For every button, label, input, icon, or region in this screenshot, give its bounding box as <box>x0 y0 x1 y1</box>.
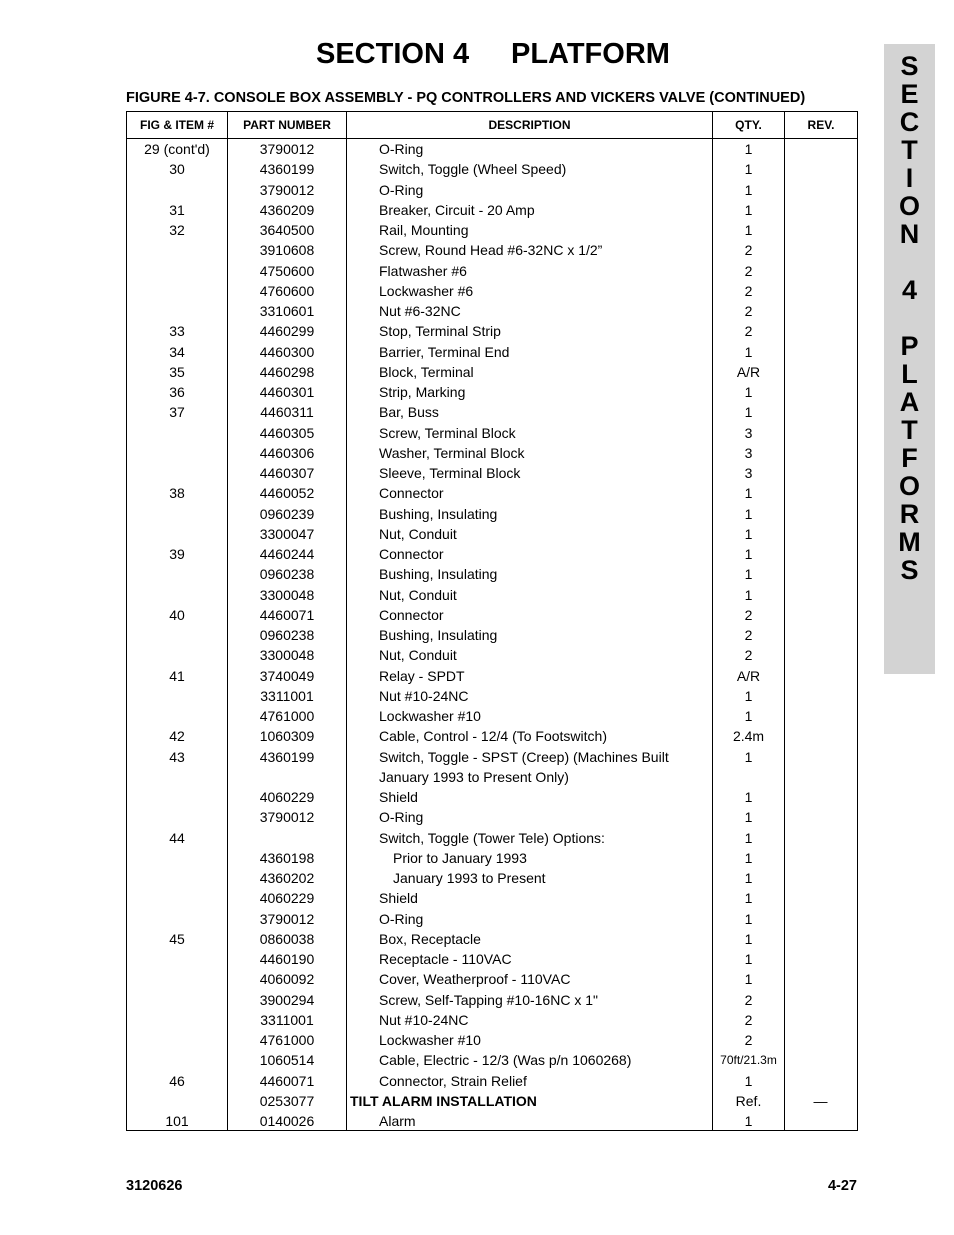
table-row <box>127 726 857 746</box>
table-row <box>127 524 857 544</box>
item-cell: 31 <box>169 201 185 218</box>
qty-cell: 2.4m <box>732 728 765 745</box>
qty-cell: 1 <box>744 343 753 360</box>
description-cell: Breaker, Circuit - 20 Amp <box>379 201 535 218</box>
description-cell: Sleeve, Terminal Block <box>379 465 521 481</box>
qty-cell: 1 <box>744 930 753 947</box>
qty-cell: 3 <box>744 424 753 441</box>
description-cell: January 1993 to Present Only) <box>379 768 569 785</box>
qty-cell: 1 <box>744 910 753 927</box>
table-row <box>127 990 857 1010</box>
item-cell: 45 <box>169 930 185 947</box>
item-cell: 44 <box>169 829 185 846</box>
item-cell: 39 <box>169 546 185 562</box>
figure-title: FIGURE 4-7. CONSOLE BOX ASSEMBLY - PQ CONTROLLERS AND VICKERS VALVE (CONTINUED) <box>126 90 806 106</box>
table-row <box>127 767 857 787</box>
part-number-cell: 3910608 <box>259 242 315 259</box>
table-row <box>127 828 857 848</box>
page-number: 4-27 <box>827 1178 857 1194</box>
description-cell: Bushing, Insulating <box>379 566 498 583</box>
table-row <box>127 1091 857 1111</box>
description-cell: O-Ring <box>379 181 424 198</box>
qty-cell: 1 <box>744 566 753 583</box>
qty-cell: 2 <box>744 242 753 259</box>
table-row <box>127 1010 857 1030</box>
parts-table <box>126 111 858 1131</box>
description-cell: Connector <box>379 546 444 562</box>
description-cell: Alarm <box>379 1113 416 1129</box>
description-cell: Bushing, Insulating <box>379 627 498 643</box>
qty-cell: 3 <box>744 444 753 461</box>
rev-cell: — <box>813 1092 828 1109</box>
description-cell: Switch, Toggle - SPST (Creep) (Machines Built <box>379 748 669 765</box>
item-cell: 101 <box>165 1113 189 1129</box>
qty-cell: 2 <box>744 323 753 340</box>
description-cell: Strip, Marking <box>379 384 466 400</box>
part-number-cell: 4761000 <box>259 708 315 724</box>
table-row <box>127 321 857 341</box>
item-cell: 43 <box>169 748 185 765</box>
qty-cell: 1 <box>744 809 753 826</box>
column-header-qty: QTY. <box>735 118 762 132</box>
side-tab-letter: E <box>900 79 919 109</box>
part-number-cell: 3900294 <box>259 991 315 1008</box>
table-row <box>127 1050 857 1070</box>
qty-cell: 70ft/21.3m <box>720 1053 777 1068</box>
side-tab-letter: L <box>901 359 918 389</box>
part-number-cell: 4760600 <box>259 282 315 299</box>
description-cell: Stop, Terminal Strip <box>379 323 501 340</box>
qty-cell: 1 <box>744 404 753 421</box>
table-body <box>127 139 857 1131</box>
table-row <box>127 888 857 908</box>
section-side-tab <box>884 44 935 674</box>
table-row <box>127 686 857 706</box>
description-cell: Screw, Round Head #6-32NC x 1/2” <box>379 242 603 259</box>
part-number-cell: 4761000 <box>259 1032 315 1048</box>
side-tab-letter <box>884 304 935 332</box>
table-row <box>127 1030 857 1050</box>
item-cell: 36 <box>169 384 185 400</box>
part-number-cell: 3790012 <box>259 181 315 198</box>
part-number-cell: 3310601 <box>259 303 315 319</box>
table-row <box>127 342 857 362</box>
item-cell: 37 <box>169 404 185 421</box>
side-tab-letter: T <box>901 415 918 445</box>
part-number-cell: 4460301 <box>259 384 315 400</box>
description-cell: Cover, Weatherproof - 110VAC <box>379 971 571 988</box>
qty-cell: 1 <box>744 141 753 157</box>
table-row <box>127 585 857 605</box>
column-header-description: DESCRIPTION <box>488 118 571 132</box>
item-cell: 46 <box>169 1072 185 1089</box>
part-number-cell: 0960238 <box>259 566 315 583</box>
qty-cell: 2 <box>744 1032 753 1048</box>
part-number-cell: 1060309 <box>259 728 315 745</box>
item-cell: 29 (cont'd) <box>144 141 210 157</box>
part-number-cell: 4360209 <box>259 201 315 218</box>
part-number-cell: 3311001 <box>260 1011 314 1028</box>
part-number-cell: 4460298 <box>259 363 315 380</box>
item-cell: 38 <box>169 485 185 502</box>
table-row <box>127 281 857 301</box>
qty-cell: 1 <box>744 161 753 178</box>
side-tab-letter: M <box>898 527 921 557</box>
qty-cell: 1 <box>744 485 753 502</box>
description-cell: Nut #10-24NC <box>379 687 469 704</box>
part-number-cell: 3311001 <box>260 687 314 704</box>
description-cell: Relay - SPDT <box>379 667 465 684</box>
part-number-cell: 4460306 <box>259 444 315 461</box>
item-cell: 42 <box>169 728 185 745</box>
qty-cell: Ref. <box>735 1092 762 1109</box>
description-cell: Lockwasher #10 <box>379 708 481 724</box>
description-cell: Connector <box>379 606 444 623</box>
side-tab-letter: I <box>905 163 914 193</box>
table-row <box>127 220 857 240</box>
table-row <box>127 443 857 463</box>
description-cell: Switch, Toggle (Tower Tele) Options: <box>379 829 605 846</box>
table-row <box>127 301 857 321</box>
qty-cell: 2 <box>744 303 753 319</box>
table-row <box>127 666 857 686</box>
qty-cell: 1 <box>744 201 753 218</box>
qty-cell: 1 <box>744 890 753 907</box>
part-number-cell: 4060092 <box>259 971 315 988</box>
part-number-cell: 4360198 <box>259 849 315 866</box>
description-cell: Receptacle - 110VAC <box>379 951 512 967</box>
side-tab-letter: R <box>899 499 920 529</box>
side-tab-letter: T <box>901 135 918 165</box>
part-number-cell: 4460299 <box>259 323 315 340</box>
description-cell: Cable, Electric - 12/3 (Was p/n 1060268) <box>379 1052 632 1069</box>
description-cell: O-Ring <box>379 910 424 927</box>
table-row <box>127 180 857 200</box>
side-tab-letter: P <box>900 331 919 361</box>
part-number-cell: 0140026 <box>259 1113 315 1129</box>
part-number-cell: 4460311 <box>260 404 314 421</box>
qty-cell: 1 <box>744 546 753 562</box>
qty-cell: 1 <box>744 525 753 542</box>
item-cell: 33 <box>169 323 185 340</box>
qty-cell: 1 <box>744 870 753 886</box>
table-row <box>127 240 857 260</box>
side-tab-letter: O <box>898 191 920 221</box>
item-cell: 30 <box>169 161 185 178</box>
table-row <box>127 787 857 807</box>
part-number-cell: 0960238 <box>259 627 315 643</box>
part-number-cell: 4460300 <box>259 343 315 360</box>
description-cell: Block, Terminal <box>379 363 474 380</box>
description-cell: Nut, Conduit <box>379 525 457 542</box>
column-header-part-number: PART NUMBER <box>243 118 331 132</box>
item-cell: 34 <box>169 343 185 360</box>
part-number-cell: 3740049 <box>259 667 315 684</box>
table-row <box>127 645 857 665</box>
part-number-cell: 3790012 <box>259 141 315 157</box>
column-header-rev: REV. <box>807 118 835 132</box>
qty-cell: 2 <box>744 1011 753 1028</box>
qty-cell: A/R <box>736 363 761 380</box>
table-row <box>127 504 857 524</box>
table-row <box>127 868 857 888</box>
table-row <box>127 544 857 564</box>
part-number-cell: 0860038 <box>259 930 315 947</box>
qty-cell: 1 <box>744 586 753 603</box>
table-row <box>127 848 857 868</box>
qty-cell: 1 <box>744 748 753 765</box>
description-cell: Flatwasher #6 <box>379 262 467 279</box>
table-row <box>127 159 857 179</box>
table-row <box>127 1071 857 1091</box>
description-cell: Box, Receptacle <box>379 930 481 947</box>
part-number-cell: 0253077 <box>259 1092 315 1109</box>
part-number-cell: 4460190 <box>259 951 315 967</box>
side-tab-letter: N <box>899 219 920 249</box>
table-row <box>127 909 857 929</box>
qty-cell: 1 <box>744 829 753 846</box>
part-number-cell: 3640500 <box>259 222 315 238</box>
section-number: SECTION 4 <box>316 38 470 70</box>
description-cell: Lockwasher #6 <box>379 282 474 299</box>
side-tab-letter: S <box>900 51 919 81</box>
description-cell: Washer, Terminal Block <box>379 444 525 461</box>
table-row <box>127 949 857 969</box>
description-cell: Nut #10-24NC <box>379 1011 469 1028</box>
description-cell: O-Ring <box>379 141 424 157</box>
description-cell: Nut, Conduit <box>379 586 457 603</box>
section-name: PLATFORM <box>511 38 670 70</box>
side-tab-letter <box>884 248 935 276</box>
description-cell: Screw, Terminal Block <box>379 424 516 441</box>
description-cell: Screw, Self-Tapping #10-16NC x 1" <box>379 991 598 1008</box>
table-row <box>127 139 857 159</box>
part-number-cell: 4460071 <box>259 606 315 623</box>
description-cell: Shield <box>379 890 418 907</box>
side-tab-letter: A <box>899 387 920 417</box>
part-number-cell: 4460244 <box>259 546 315 562</box>
description-cell: Shield <box>379 789 418 805</box>
description-cell: Rail, Mounting <box>379 222 469 238</box>
table-row <box>127 402 857 422</box>
description-cell: January 1993 to Present <box>393 870 546 886</box>
description-cell: Lockwasher #10 <box>379 1032 481 1048</box>
qty-cell: 2 <box>744 262 753 279</box>
qty-cell: 2 <box>744 282 753 299</box>
qty-cell: 1 <box>744 1072 753 1089</box>
column-header-item: FIG & ITEM # <box>139 118 214 132</box>
part-number-cell: 3790012 <box>259 809 315 826</box>
item-cell: 41 <box>169 667 185 684</box>
part-number-cell: 4360199 <box>259 161 315 178</box>
qty-cell: 1 <box>744 1113 753 1129</box>
description-cell: O-Ring <box>379 809 424 826</box>
part-number-cell: 3300048 <box>259 586 315 603</box>
document-number: 3120626 <box>126 1178 183 1194</box>
table-row <box>127 200 857 220</box>
table-row <box>127 483 857 503</box>
qty-cell: 1 <box>744 708 753 724</box>
table-row <box>127 929 857 949</box>
description-cell: Barrier, Terminal End <box>379 343 510 360</box>
table-row <box>127 423 857 443</box>
description-cell: Prior to January 1993 <box>393 849 527 866</box>
table-row <box>127 807 857 827</box>
part-number-cell: 4360199 <box>259 748 315 765</box>
qty-cell: 1 <box>744 951 753 967</box>
part-number-cell: 0960239 <box>259 505 315 522</box>
side-tab-letter: 4 <box>901 275 918 305</box>
description-cell: TILT ALARM INSTALLATION <box>350 1092 537 1109</box>
qty-cell: 2 <box>744 627 753 643</box>
table-row <box>127 362 857 382</box>
qty-cell: 1 <box>744 971 753 988</box>
side-tab-letter: C <box>899 107 920 137</box>
section-title <box>316 38 736 78</box>
side-tab-letter: F <box>901 443 918 473</box>
part-number-cell: 1060514 <box>259 1052 315 1069</box>
item-cell: 35 <box>169 363 185 380</box>
qty-cell: 1 <box>744 384 753 400</box>
description-cell: Switch, Toggle (Wheel Speed) <box>379 161 567 178</box>
part-number-cell: 4360202 <box>259 870 315 886</box>
qty-cell: 1 <box>744 181 753 198</box>
description-cell: Connector <box>379 485 444 502</box>
part-number-cell: 3790012 <box>259 910 315 927</box>
part-number-cell: 3300047 <box>259 525 315 542</box>
table-row <box>127 463 857 483</box>
item-cell: 40 <box>169 606 185 623</box>
part-number-cell: 4460052 <box>259 485 315 502</box>
description-cell: Nut, Conduit <box>379 647 457 664</box>
part-number-cell: 4460071 <box>259 1072 315 1089</box>
qty-cell: 1 <box>744 687 753 704</box>
description-cell: Connector, Strain Relief <box>379 1072 527 1089</box>
table-row <box>127 625 857 645</box>
qty-cell: A/R <box>736 667 761 684</box>
qty-cell: 1 <box>744 849 753 866</box>
part-number-cell: 4060229 <box>259 890 315 907</box>
qty-cell: 1 <box>744 505 753 522</box>
table-row <box>127 261 857 281</box>
qty-cell: 1 <box>744 222 753 238</box>
table-row <box>127 564 857 584</box>
part-number-cell: 4460305 <box>259 424 315 441</box>
description-cell: Bushing, Insulating <box>379 505 498 522</box>
item-cell: 32 <box>169 222 185 238</box>
table-row <box>127 382 857 402</box>
table-row <box>127 605 857 625</box>
part-number-cell: 4750600 <box>259 262 315 279</box>
description-cell: Cable, Control - 12/4 (To Footswitch) <box>379 728 607 745</box>
qty-cell: 2 <box>744 606 753 623</box>
table-row <box>127 1111 857 1131</box>
table-row <box>127 706 857 726</box>
qty-cell: 1 <box>744 789 753 805</box>
qty-cell: 2 <box>744 991 753 1008</box>
description-cell: Bar, Buss <box>379 404 439 421</box>
side-tab-letter: O <box>898 471 920 501</box>
description-cell: Nut #6-32NC <box>379 303 461 319</box>
part-number-cell: 4460307 <box>259 465 315 481</box>
part-number-cell: 3300048 <box>259 647 315 664</box>
table-row <box>127 969 857 989</box>
part-number-cell: 4060229 <box>259 789 315 805</box>
qty-cell: 3 <box>744 465 753 481</box>
qty-cell: 2 <box>744 647 753 664</box>
table-row <box>127 747 857 767</box>
side-tab-letter: S <box>900 555 919 585</box>
side-tab-letters <box>884 52 935 584</box>
